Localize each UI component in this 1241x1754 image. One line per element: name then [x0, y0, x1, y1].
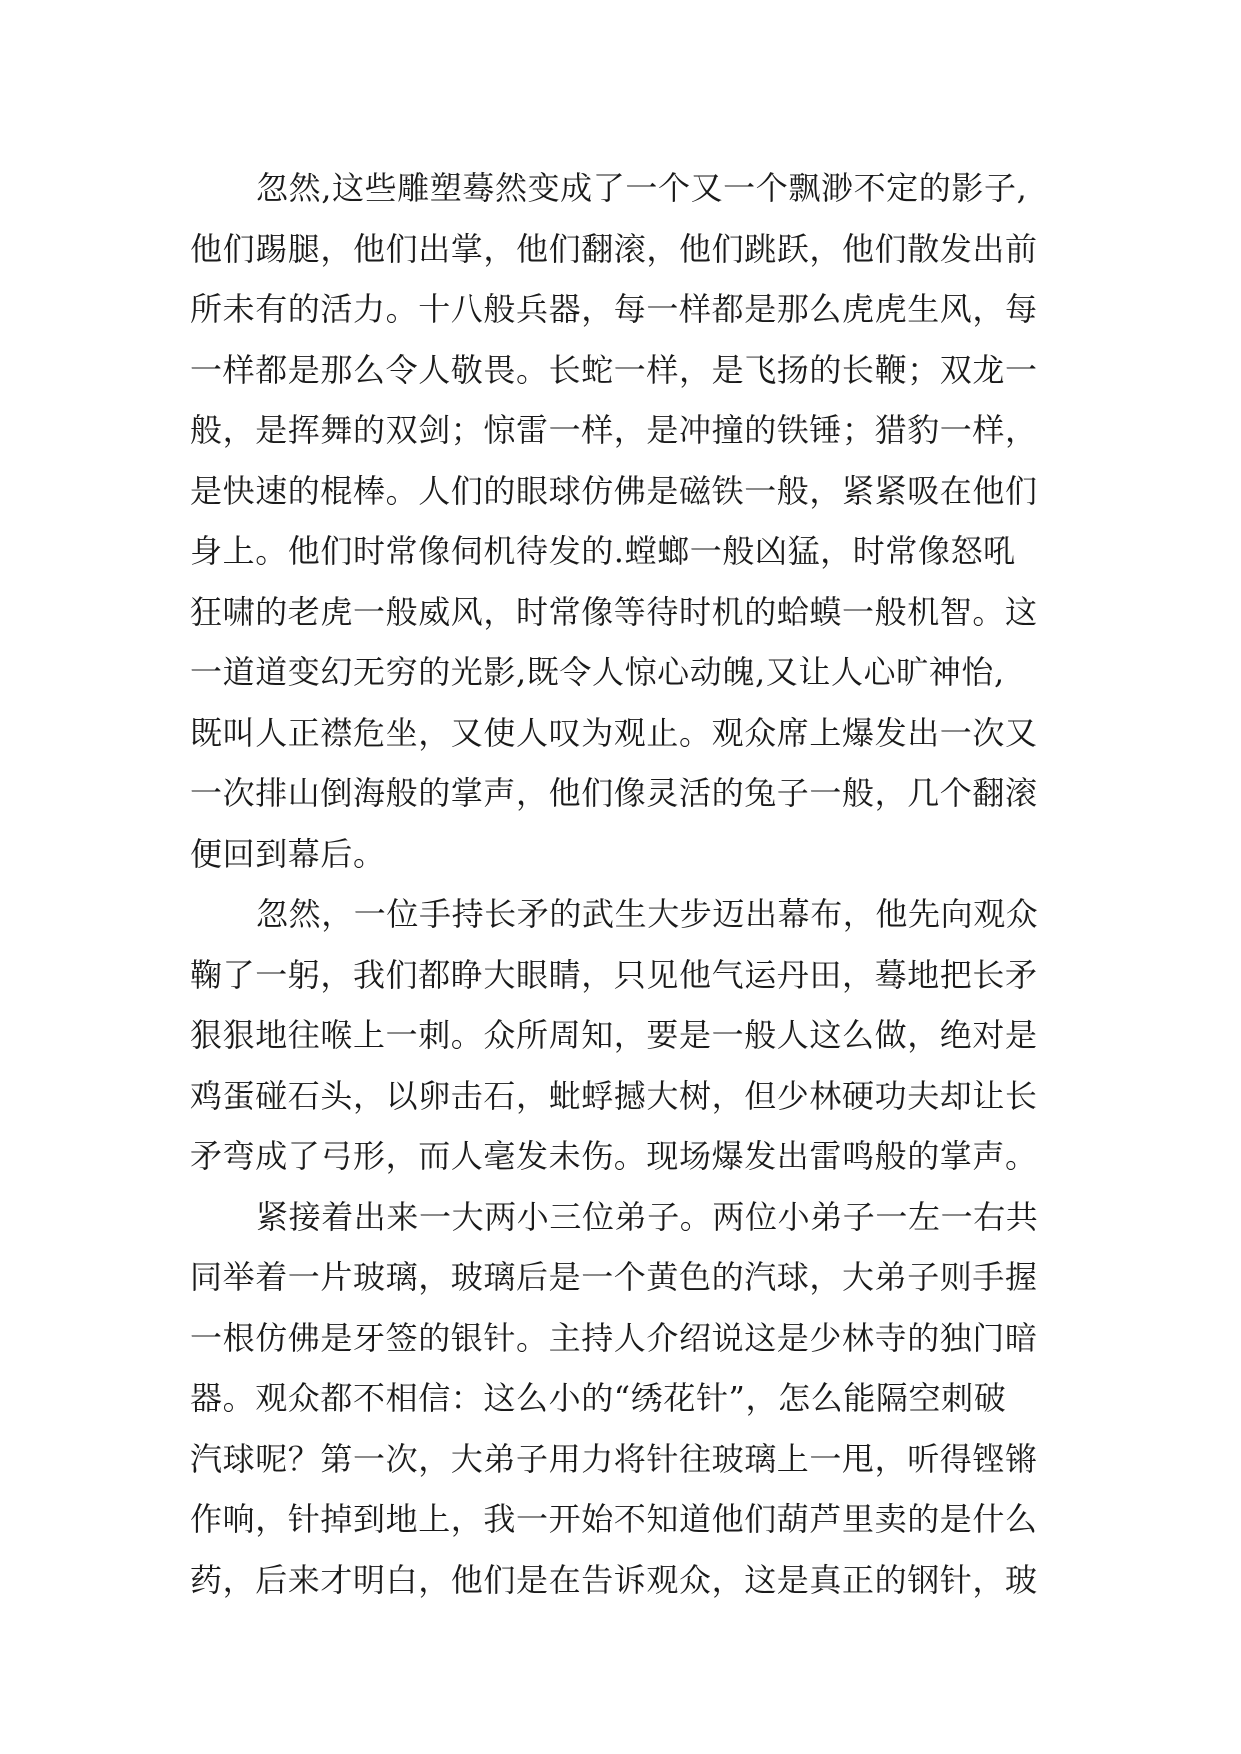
paragraph-line: 他们踢腿，他们出掌，他们翻滚，他们跳跃，他们散发出前 [190, 229, 1038, 268]
paragraph-line: 鸡蛋碰石头，以卵击石，蚍蜉撼大树，但少林硬功夫却让长 [190, 1076, 1038, 1115]
paragraph-line: 一样都是那么令人敬畏。长蛇一样，是飞扬的长鞭；双龙一 [190, 350, 1038, 389]
paragraph-line: 忽然，一位手持长矛的武生大步迈出幕布，他先向观众 [256, 895, 1039, 933]
paragraph-line: 器。观众都不相信：这么小的“绣花针”，怎么能隔空刺破 [190, 1379, 1007, 1417]
body-text [190, 158, 1090, 1610]
paragraph-line: 般，是挥舞的双剑；惊雷一样，是冲撞的铁锤；猎豹一样， [190, 411, 1038, 449]
paragraph-line: 一道道变幻无穷的光影,既令人惊心动魄,又让人心旷神怡, [190, 653, 1005, 691]
paragraph-line: 紧接着出来一大两小三位弟子。两位小弟子一左一右共 [256, 1197, 1039, 1236]
paragraph-line: 汽球呢？第一次，大弟子用力将针往玻璃上一甩，听得铿锵 [190, 1439, 1038, 1478]
paragraph-line: 鞠了一躬，我们都睁大眼睛，只见他气运丹田，蓦地把长矛 [190, 955, 1038, 994]
paragraph-line: 所未有的活力。十八般兵器，每一样都是那么虎虎生风，每 [190, 290, 1038, 328]
paragraph-line: 矛弯成了弓形，而人毫发未伤。现场爆发出雷鸣般的掌声。 [190, 1137, 1038, 1175]
paragraph-line: 便回到幕后。 [190, 834, 386, 873]
paragraph-line: 一次排山倒海般的掌声，他们像灵活的兔子一般，几个翻滚 [190, 774, 1038, 812]
paragraph-line: 是快速的棍棒。人们的眼球仿佛是磁铁一般，紧紧吸在他们 [190, 471, 1038, 510]
paragraph-line: 狂啸的老虎一般威风，时常像等待时机的蛤蟆一般机智。这 [190, 592, 1038, 631]
paragraph-line: 作响，针掉到地上，我一开始不知道他们葫芦里卖的是什么 [190, 1500, 1038, 1538]
paragraph-line: 一根仿佛是牙签的银针。主持人介绍说这是少林寺的独门暗 [190, 1318, 1038, 1357]
paragraph-line: 既叫人正襟危坐，又使人叹为观止。观众席上爆发出一次又 [190, 713, 1038, 752]
paragraph-line: 同举着一片玻璃，玻璃后是一个黄色的汽球，大弟子则手握 [190, 1258, 1038, 1296]
paragraph-line: 忽然,这些雕塑蓦然变成了一个又一个飘渺不定的影子, [256, 169, 1028, 207]
paragraph-line: 狠狠地往喉上一刺。众所周知，要是一般人这么做，绝对是 [190, 1016, 1038, 1054]
paragraph-line: 药，后来才明白，他们是在告诉观众，这是真正的钢针，玻 [190, 1560, 1038, 1599]
paragraph-line: 身上。他们时常像伺机待发的.螳螂一般凶猛，时常像怒吼 [190, 532, 1016, 570]
